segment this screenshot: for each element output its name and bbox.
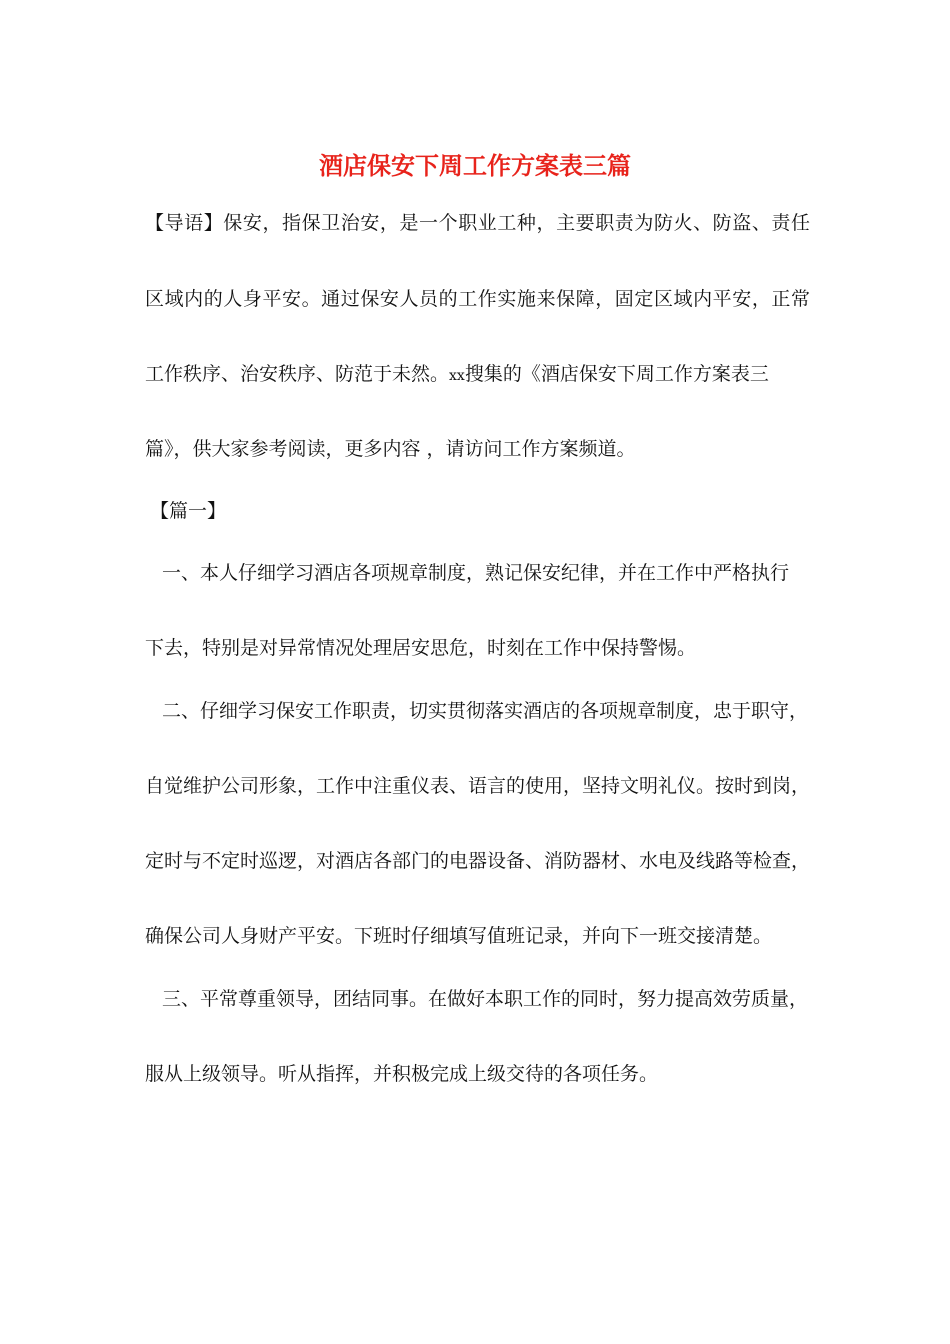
paragraph-line: 三、平常尊重领导，团结同事。在做好本职工作的同时，努力提高效劳质量， [162, 988, 809, 1010]
paragraph-line: 定时与不定时巡逻，对酒店各部门的电器设备、消防器材、水电及线路等检查， [145, 850, 811, 872]
paragraph-line: 一、本人仔细学习酒店各项规章制度，熟记保安纪律，并在工作中严格执行 [162, 562, 790, 584]
paragraph-line: 服从上级领导。听从指挥，并积极完成上级交待的各项任务。 [145, 1063, 659, 1085]
intro-line: 篇》，供大家参考阅读，更多内容 ，请访问工作方案频道。 [145, 438, 636, 460]
intro-text-segment: 工作秩序、治安秩序、防范于未然。 [145, 363, 450, 385]
section-heading: 【篇一】 [150, 500, 227, 522]
paragraph-line: 二、仔细学习保安工作职责，切实贯彻落实酒店的各项规章制度，忠于职守， [162, 700, 809, 722]
intro-line: 区域内的人身平安。通过保安人员的工作实施来保障，固定区域内平安，正常 [145, 288, 810, 310]
intro-line [145, 360, 810, 390]
paragraph-line: 下去，特别是对异常情况处理居安思危，时刻在工作中保持警惕。 [145, 637, 697, 659]
document-title: 酒店保安下周工作方案表三篇 [319, 151, 631, 180]
intro-text-segment: 搜集的《酒店保安下周工作方案表三 [464, 363, 769, 385]
intro-line: 【导语】保安，指保卫治安，是一个职业工种，主要职责为防火、防盗、责任 [145, 212, 810, 234]
intro-text-segment: xx [449, 368, 465, 384]
paragraph-line: 确保公司人身财产平安。下班时仔细填写值班记录，并向下一班交接清楚。 [145, 925, 773, 947]
paragraph-line: 自觉维护公司形象，工作中注重仪表、语言的使用，坚持文明礼仪。按时到岗， [145, 775, 811, 797]
